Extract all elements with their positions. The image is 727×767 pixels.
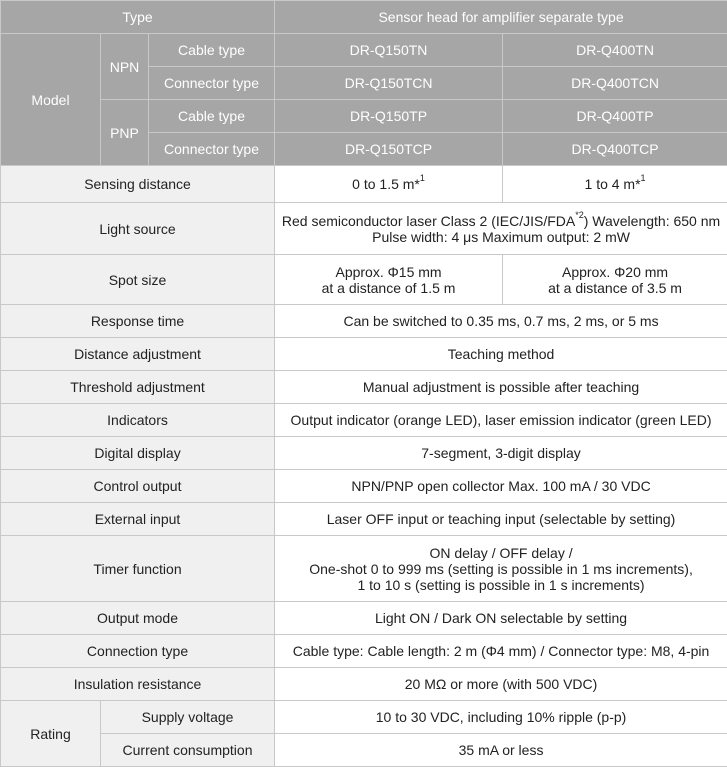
table-row [1, 602, 727, 635]
control-output-label: Control output [1, 470, 275, 503]
sensing-distance-value-400: 1 to 4 m*$^1$ [503, 166, 727, 203]
current-consumption-label: Current consumption [101, 734, 275, 767]
distance-adjustment-value: Teaching method [275, 338, 727, 371]
external-input-label: External input [1, 503, 275, 536]
external-input-value: Laser OFF input or teaching input (selectable by setting) [275, 503, 727, 536]
indicators-value: Output indicator (orange LED), laser emission indicator (green LED) [275, 404, 727, 437]
light-source-value: Red semiconductor laser Class 2 (IEC/JIS/FDA$^{*2}$) Wavelength: 650 nm Pulse width: 4 μs Maximum output: 2 mW [275, 203, 727, 255]
footnote-marker: 1 [641, 173, 646, 183]
threshold-adjustment-value: Manual adjustment is possible after teaching [275, 371, 727, 404]
model-pnp-cable-150: DR-Q150TP [275, 100, 503, 133]
indicators-label: Indicators [1, 404, 275, 437]
output-mode-label: Output mode [1, 602, 275, 635]
type-value: Sensor head for amplifier separate type [275, 1, 727, 34]
response-time-label: Response time [1, 305, 275, 338]
insulation-resistance-value: 20 MΩ or more (with 500 VDC) [275, 668, 727, 701]
model-row-npn-cable [1, 34, 727, 67]
table-row [1, 668, 727, 701]
digital-display-value: 7-segment, 3-digit display [275, 437, 727, 470]
connection-type-label: Connection type [1, 635, 275, 668]
table-row [1, 166, 727, 203]
model-npn-cable-400: DR-Q400TN [503, 34, 727, 67]
timer-function-value: ON delay / OFF delay / One-shot 0 to 999 ms (setting is possible in 1 ms increments), 1 to 10 s (setting is possible in 1 s increments) [275, 536, 727, 602]
light-source-label: Light source [1, 203, 275, 255]
spot-size-value-400: Approx. Φ20 mm at a distance of 3.5 m [503, 255, 727, 305]
sensing-distance-label: Sensing distance [1, 166, 275, 203]
footnote-marker: *2 [575, 210, 584, 220]
table-row [1, 470, 727, 503]
model-label: Model [1, 34, 101, 166]
table-row [1, 404, 727, 437]
table-row [1, 503, 727, 536]
threshold-adjustment-label: Threshold adjustment [1, 371, 275, 404]
supply-voltage-label: Supply voltage [101, 701, 275, 734]
distance-adjustment-label: Distance adjustment [1, 338, 275, 371]
table-row [1, 371, 727, 404]
table-row [1, 338, 727, 371]
table-row [1, 305, 727, 338]
connector-type-label: Connector type [149, 133, 275, 166]
table-row [1, 203, 727, 255]
npn-label: NPN [101, 34, 149, 100]
spot-size-value-150: Approx. Φ15 mm at a distance of 1.5 m [275, 255, 503, 305]
model-npn-cable-150: DR-Q150TN [275, 34, 503, 67]
response-time-value: Can be switched to 0.35 ms, 0.7 ms, 2 ms, or 5 ms [275, 305, 727, 338]
table-row [1, 255, 727, 305]
control-output-value: NPN/PNP open collector Max. 100 mA / 30 VDC [275, 470, 727, 503]
type-label: Type [1, 1, 275, 34]
supply-voltage-value: 10 to 30 VDC, including 10% ripple (p-p) [275, 701, 727, 734]
connector-type-label: Connector type [149, 67, 275, 100]
connection-type-value: Cable type: Cable length: 2 m (Φ4 mm) / Connector type: M8, 4-pin [275, 635, 727, 668]
model-row-pnp-cable [1, 100, 727, 133]
table-row [1, 701, 727, 734]
footnote-marker: 1 [420, 173, 425, 183]
table-row [1, 635, 727, 668]
table-row [1, 437, 727, 470]
current-consumption-value: 35 mA or less [275, 734, 727, 767]
cable-type-label: Cable type [149, 34, 275, 67]
digital-display-label: Digital display [1, 437, 275, 470]
type-row [1, 1, 727, 34]
sensing-distance-value-150: 0 to 1.5 m*$^1$ [275, 166, 503, 203]
model-npn-connector-400: DR-Q400TCN [503, 67, 727, 100]
insulation-resistance-label: Insulation resistance [1, 668, 275, 701]
model-pnp-cable-400: DR-Q400TP [503, 100, 727, 133]
table-row [1, 536, 727, 602]
cable-type-label: Cable type [149, 100, 275, 133]
timer-function-label: Timer function [1, 536, 275, 602]
output-mode-value: Light ON / Dark ON selectable by setting [275, 602, 727, 635]
spot-size-label: Spot size [1, 255, 275, 305]
model-npn-connector-150: DR-Q150TCN [275, 67, 503, 100]
rating-label: Rating [1, 701, 101, 767]
model-pnp-connector-150: DR-Q150TCP [275, 133, 503, 166]
pnp-label: PNP [101, 100, 149, 166]
model-pnp-connector-400: DR-Q400TCP [503, 133, 727, 166]
